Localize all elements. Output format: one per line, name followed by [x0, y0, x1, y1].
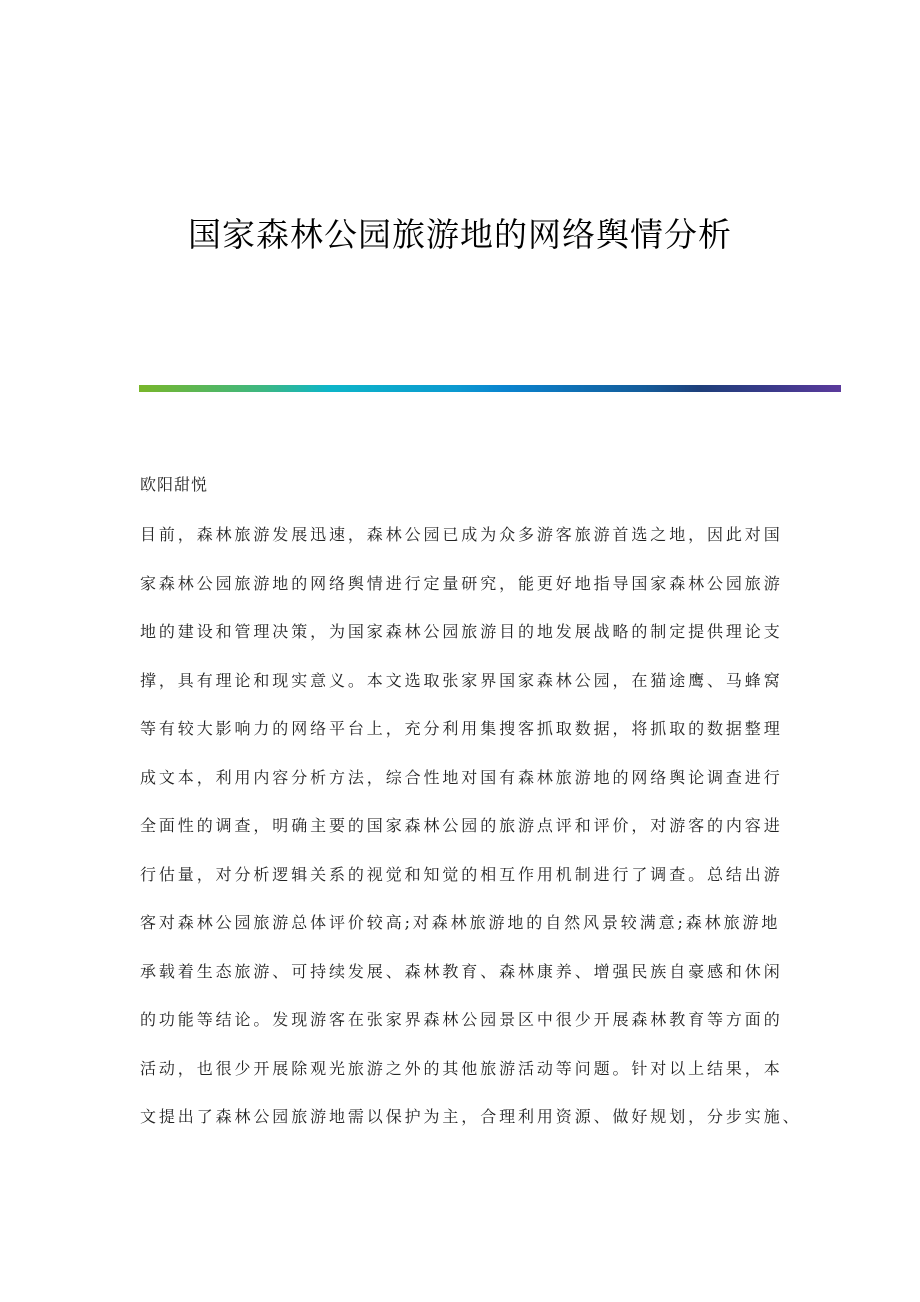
abstract-line: 等有较大影响力的网络平台上，充分利用集搜客抓取数据，将抓取的数据整理: [140, 719, 783, 738]
abstract-line: 目前，森林旅游发展迅速，森林公园已成为众多游客旅游首选之地，因此对国: [140, 525, 783, 544]
abstract-line: 全面性的调查，明确主要的国家森林公园的旅游点评和评价，对游客的内容进: [140, 816, 783, 835]
abstract-line: 家森林公园旅游地的网络舆情进行定量研究，能更好地指导国家森林公园旅游: [140, 573, 783, 593]
abstract-line: 撑，具有理论和现实意义。本文选取张家界国家森林公园，在猫途鹰、马蜂窝: [140, 670, 783, 690]
abstract-line: 成文本，利用内容分析方法，综合性地对国有森林旅游地的网络舆论调查进行: [140, 767, 783, 787]
abstract-line: 承载着生态旅游、可持续发展、森林教育、森林康养、增强民族自豪感和休闲: [140, 961, 783, 981]
title-gradient-divider: [139, 385, 841, 392]
abstract-line: 行估量，对分析逻辑关系的视觉和知觉的相互作用机制进行了调查。总结出游: [140, 864, 783, 884]
abstract-line: 的功能等结论。发现游客在张家界森林公园景区中很少开展森林教育等方面的: [140, 1010, 783, 1029]
author-name: 欧阳甜悦: [140, 475, 209, 494]
abstract-line: 活动，也很少开展除观光旅游之外的其他旅游活动等问题。针对以上结果，本: [140, 1058, 783, 1078]
document-title: 国家森林公园旅游地的网络舆情分析: [188, 215, 732, 254]
abstract-line: 地的建设和管理决策，为国家森林公园旅游目的地发展战略的制定提供理论支: [140, 622, 783, 641]
abstract-paragraph: [140, 524, 802, 1155]
abstract-line: 客对森林公园旅游总体评价较高;对森林旅游地的自然风景较满意;森林旅游地: [140, 913, 781, 932]
abstract-line: 文提出了森林公园旅游地需以保护为主，合理利用资源、做好规划，分步实施、: [140, 1107, 802, 1126]
